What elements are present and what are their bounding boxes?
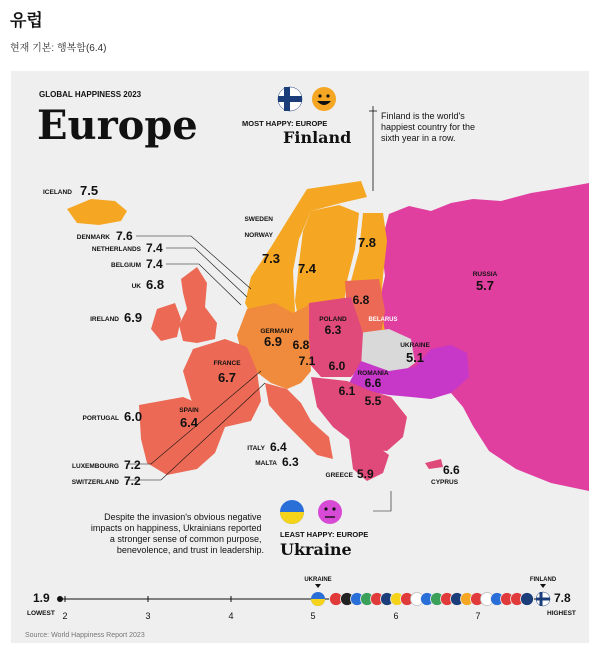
label-poland-score: 6.3 — [324, 323, 342, 337]
label-ireland-score: 6.9 — [124, 310, 143, 325]
label-bulgaria-score: 5.5 — [364, 394, 382, 408]
label-baltic-score: 6.8 — [352, 293, 370, 307]
scale-tick-5: 5 — [310, 611, 316, 621]
happiness-scale — [27, 577, 576, 621]
scale-finland-pointer — [540, 584, 546, 588]
least-happy-label: LEAST HAPPY: EUROPE — [280, 530, 369, 539]
scale-min-dot — [57, 596, 63, 602]
label-italy-score: 6.4 — [270, 440, 287, 454]
scale-tick-6: 6 — [393, 611, 399, 621]
label-netherlands-name: NETHERLANDS — [91, 246, 141, 253]
ireland-shape — [151, 303, 181, 341]
finland-note-line-2: happiest country for the — [381, 122, 476, 132]
source-note: Source: World Happiness Report 2023 — [25, 632, 145, 639]
label-france-score: 6.7 — [217, 370, 237, 385]
happiness-infographic — [11, 71, 589, 643]
scale-max-value: 7.8 — [554, 591, 571, 605]
label-malta-score: 6.3 — [282, 455, 299, 469]
label-romania-name: ROMANIA — [357, 370, 389, 377]
most-happy-label: MOST HAPPY: EUROPE — [242, 119, 328, 128]
label-sweden-score: 7.3 — [261, 251, 281, 266]
infographic-kicker: GLOBAL HAPPINESS 2023 — [39, 90, 142, 99]
iceland-shape — [67, 199, 127, 225]
scale-tick-3: 3 — [145, 611, 151, 621]
infographic-headline: Europe — [37, 102, 198, 149]
label-italy-name: ITALY — [247, 445, 265, 452]
scale-flag-cluster — [330, 593, 534, 606]
label-portugal-name: PORTUGAL — [82, 415, 119, 422]
scale-finland-label: FINLAND — [529, 577, 557, 583]
finland-flag-icon — [278, 87, 302, 111]
label-iceland-name: ICELAND — [43, 189, 72, 196]
ukraine-note — [91, 512, 264, 555]
label-greece-score: 5.9 — [357, 467, 374, 481]
label-belgium-name: BELGIUM — [111, 262, 141, 269]
europe-map — [11, 71, 589, 643]
label-portugal-score: 6.0 — [124, 409, 143, 424]
label-greece-name: GREECE — [325, 472, 353, 479]
scale-ukraine-pointer — [315, 584, 321, 588]
label-spain-name: SPAIN — [179, 407, 199, 414]
ukraine-flag-icon — [280, 500, 304, 524]
label-cyprus-name: CYPRUS — [431, 479, 459, 486]
scale-tick-7: 7 — [475, 611, 481, 621]
label-switzerland-score: 7.2 — [124, 474, 141, 488]
uk-shape — [179, 267, 217, 343]
label-belarus-name: BELARUS — [368, 317, 398, 323]
label-luxembourg-name: LUXEMBOURG — [72, 463, 119, 470]
finland-note-line-3: sixth year in a row. — [381, 133, 456, 143]
label-uk-score: 6.8 — [146, 277, 165, 292]
finland-note-line-1: Finland is the world's — [381, 111, 465, 121]
label-cyprus-score: 6.6 — [443, 463, 460, 477]
label-ukraine-score: 5.1 — [405, 350, 425, 365]
scale-finland-flag-icon — [536, 592, 550, 606]
label-russia-score: 5.7 — [475, 278, 495, 293]
scale-min-label: LOWEST — [27, 610, 55, 617]
label-finland-score: 7.8 — [357, 235, 377, 250]
scale-min-value: 1.9 — [33, 591, 50, 605]
cyprus-shape — [425, 459, 443, 469]
scale-tick-4: 4 — [228, 611, 234, 621]
russia-shape — [379, 183, 589, 491]
label-netherlands-score: 7.4 — [146, 241, 163, 255]
label-russia-name: RUSSIA — [472, 271, 498, 278]
label-denmark-score: 7.6 — [116, 229, 133, 243]
label-luxembourg-score: 7.2 — [124, 458, 141, 472]
label-norway-name: NORWAY — [244, 232, 273, 239]
scale-tick-2: 2 — [62, 611, 68, 621]
label-denmark-name: DENMARK — [76, 234, 110, 241]
label-france-name: FRANCE — [213, 360, 241, 367]
ukraine-note-line-4: benevolence, and trust in leadership. — [116, 545, 264, 555]
label-ukraine-name: UKRAINE — [400, 342, 430, 349]
label-germany-name: GERMANY — [260, 328, 294, 335]
label-belgium-score: 7.4 — [146, 257, 163, 271]
label-switzerland-name: SWITZERLAND — [71, 479, 119, 486]
label-austria-score: 7.1 — [298, 354, 316, 368]
label-germany-score: 6.9 — [263, 334, 283, 349]
label-norway-score: 7.4 — [297, 261, 317, 276]
ukraine-note-line-1: Despite the invasion's obvious negative — [104, 512, 262, 522]
least-happy-country: Ukraine — [280, 540, 352, 559]
scale-max-label: HIGHEST — [547, 610, 576, 617]
label-malta-name: MALTA — [255, 460, 277, 467]
label-sweden-name: SWEDEN — [244, 216, 273, 223]
page-title: 유럽 — [10, 11, 43, 30]
label-ireland-name: IRELAND — [90, 316, 119, 323]
scale-ukraine-label: UKRAINE — [304, 577, 332, 583]
sad-face-icon — [318, 500, 342, 524]
finland-note — [381, 111, 478, 143]
label-iceland-score: 7.5 — [80, 183, 99, 198]
ukraine-note-line-3: a stronger sense of common purpose, — [109, 534, 262, 544]
label-serbia-score: 6.1 — [338, 384, 356, 398]
label-romania-score: 6.6 — [364, 376, 382, 390]
page-subtitle: 현재 기본: 행복함(6.4) — [10, 43, 107, 54]
label-poland-name: POLAND — [319, 316, 347, 323]
ukraine-note-line-2: impacts on happiness, Ukrainians reported — [90, 523, 262, 533]
label-spain-score: 6.4 — [179, 415, 199, 430]
happy-face-icon — [312, 87, 336, 111]
label-uk-name: UK — [131, 283, 141, 290]
label-czech-score: 6.8 — [292, 338, 310, 352]
most-happy-country: Finland — [283, 128, 352, 147]
label-hungary-score: 6.0 — [328, 359, 346, 373]
